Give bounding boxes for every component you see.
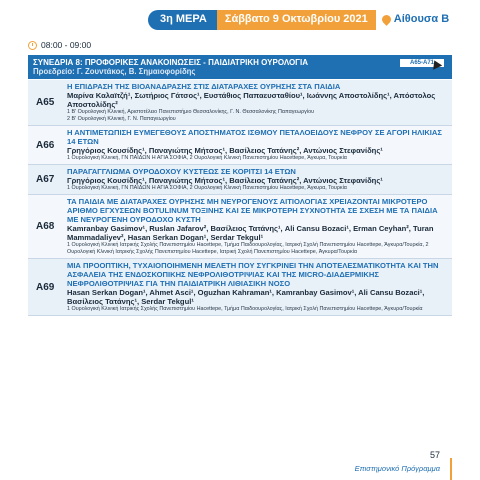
abstract-code: Α66 — [36, 139, 55, 151]
abstract-authors: Hasan Serkan Dogan¹, Ahmet Asci¹, Oguzhan Kahraman¹, Kamranbay Gasimov¹, Ali Cansu Bozaci¹, Βασίλειος Τατάνης¹, Serdar Tekgul¹ — [67, 288, 425, 306]
abstract-authors: Kamranbay Gasimov¹, Ruslan Jafarov², Βασίλειος Τατάνης¹, Ali Cansu Bozaci¹, Erman Ceyhan², Turan Mammadaliyev², Hasan Serkan Dogan¹, Serdar Tekgul¹ — [67, 224, 434, 242]
clock-icon — [28, 41, 37, 50]
day-label: 3η ΜΕΡΑ — [148, 10, 217, 30]
abstract-title: ΤΑ ΠΑΙΔΙΑ ΜΕ ΔΙΑΤΑΡΑΧΕΣ ΟΥΡΗΣΗΣ ΜΗ ΝΕΥΡΟΓΕΝΟΥΣ ΑΙΤΙΟΛΟΓΙΑΣ ΧΡΕΙΑΖΟΝΤΑΙ ΜΙΚΡΟΤΕΡΟ ΑΡΙΘΜΟ ΕΓΧΥΣΕΩΝ BOTULINUM ΤΟΞΙΝΗΣ ΚΑΙ ΣΕ ΜΙΚΡΟΤΕΡΗ ΣΥΧΝΟΤΗΤΑ ΣΕ ΣΧΕΣΗ ΜΕ ΤΑ ΠΑΙΔΙΑ ΜΕ ΝΕΥΡΟΓΕΝΗ ΟΥΡΟΔΟΧΟ ΚΥΣΤΗ — [67, 197, 438, 224]
session-header — [28, 55, 452, 79]
footer-accent-bar — [450, 458, 452, 480]
page-number: 57 — [429, 450, 440, 460]
footer-label: Επιστημονικό Πρόγραμμα — [354, 464, 440, 473]
abstract-authors: Μαρίνα Καλαϊτζή¹, Σωτήριος Γάτσος¹, Ευστάθιος Παπαευσταθίου¹, Ιωάννης Αποστολίδης¹, Απόστολος Αποστολίδης² — [67, 91, 436, 109]
abstract-row — [28, 126, 452, 165]
abstract-authors: Γρηγόριος Κουσίδης¹, Παναγιώτης Μήτσος¹, Βασίλειος Τατάνης², Αντώνιος Στεφανίδης¹ — [67, 146, 383, 155]
abstract-code: Α68 — [36, 221, 55, 232]
session-title: ΣΥΝΕΔΡΙΑ 8: ΠΡΟΦΟΡΙΚΕΣ ΑΝΑΚΟΙΝΩΣΕΙΣ - ΠΑΙΔΙΑΤΡΙΚΗ ΟΥΡΟΛΟΓΙΑ — [33, 58, 308, 67]
abstract-row — [28, 195, 452, 259]
abstract-title: ΠΑΡΑΓΑΓΓΛΙΩΜΑ ΟΥΡΟΔΟΧΟΥ ΚΥΣΤΕΩΣ ΣΕ ΚΟΡΙΤΣΙ 14 ΕΤΩΝ — [67, 167, 296, 176]
abstract-affiliation: 1 Ουρολογική Κλινική Ιατρικής Σχολής Πανεπιστημίου Hacettepe, Τμήμα Παιδοουρολογίας, Ιατρική Σχολή Πανεπιστημίου Hacettepe, Άγκυρα/Τουρκία — [67, 306, 423, 312]
abstract-authors: Γρηγόριος Κουσίδης¹, Παναγιώτης Μήτσος¹, Βασίλειος Τατάνης², Αντώνιος Στεφανίδης¹ — [67, 176, 383, 185]
abstract-range-tag: Α65-Α71 — [400, 59, 444, 67]
abstract-code: Α65 — [36, 97, 55, 108]
abstract-row — [28, 165, 452, 195]
abstract-affiliation: 1 Β' Ουρολογική Κλινική, Αριστοτέλειο Πανεπιστήμιο Θεσσαλονίκης, Γ. Ν. Θεσσαλονίκης Παπαγεωργίου — [67, 109, 315, 115]
time-label: 08:00 - 09:00 — [41, 40, 92, 50]
abstract-title: ΜΙΑ ΠΡΟΟΠΤΙΚΗ, ΤΥΧΑΙΟΠΟΙΗΜΕΝΗ ΜΕΛΕΤΗ ΠΟΥ ΣΥΓΚΡΙΝΕΙ ΤΗΝ ΑΠΟΤΕΛΕΣΜΑΤΙΚΟΤΗΤΑ ΚΑΙ ΤΗΝ ΑΣΦΑΛΕΙΑ ΤΗΣ ΕΝΔΟΣΚΟΠΙΚΗΣ ΝΕΦΡΟΛΙΘΟΤΡΙΨΙΑΣ ΚΑΙ ΤΗΣ MICRO-ΔΙΑΔΕΡΜΙΚΗΣ ΝΕΦΡΟΛΙΘΟΤΡΙΨΙΑΣ ΓΙΑ ΤΗΝ ΠΑΙΔΙΑΤΡΙΚΗ ΛΙΘΙΑΣΙΚΗ ΝΟΣΟ — [67, 261, 439, 288]
header-bar — [148, 10, 480, 30]
session-chairs: Προεδρείο: Γ. Ζουντάκος, Β. Σημαιοφορίδης — [33, 67, 196, 76]
abstract-title: Η ΑΝΤΙΜΕΤΩΠΙΣΗ ΕΥΜΕΓΕΘΟΥΣ ΑΠΟΣΤΗΜΑΤΟΣ ΙΣΘΜΟΥ ΠΕΤΑΛΟΕΙΔΟΥΣ ΝΕΦΡΟΥ ΣΕ ΑΓΟΡΙ ΗΛΙΚΙΑΣ 14 ΕΤΩΝ — [67, 128, 442, 146]
room-label-container — [376, 10, 455, 30]
room-label: Αίθουσα Β — [393, 13, 450, 25]
abstract-code: Α67 — [36, 174, 55, 185]
abstract-list — [28, 80, 452, 316]
abstract-row — [28, 259, 452, 316]
abstract-row — [28, 80, 452, 126]
abstract-affiliation: 2 Β' Ουρολογική Κλινική, Γ. Ν. Παπαγεωργίου — [67, 116, 176, 122]
location-pin-icon — [380, 13, 393, 26]
abstract-affiliation: 1 Ουρολογική Κλινική, ΓΝ ΠΑΙΔΩΝ Η ΑΓΙΑ ΣΟΦΙΑ, 2 Ουρολογική Κλινική Πανεπιστημίου Hacettepe, Άγκυρα, Τουρκία — [67, 185, 347, 191]
abstract-affiliation: 1 Ουρολογική Κλινική, ΓΝ ΠΑΙΔΩΝ Η ΑΓΙΑ ΣΟΦΙΑ, 2 Ουρολογική Κλινική Πανεπιστημίου Hacettepe, Άγκυρα, Τουρκία — [67, 155, 347, 161]
time-slot — [28, 40, 91, 50]
abstract-affiliation: 1 Ουρολογική Κλινική Ιατρικής Σχολής Πανεπιστημίου Hacettepe, Τμήμα Παιδοουρολογίας, Ιατρική Σχολή Πανεπιστημίου Hacettepe, Άγκυρα/Τουρκία, 2 Ουρολογική Κλινική Ιατρικής Σχολής Πανεπιστημίου Hacettepe, Ιατρική Σχολή Πανεπιστημίου Hacettepe, Άγκυρα/Τουρκία — [67, 242, 429, 255]
abstract-title: Η ΕΠΙΔΡΑΣΗ ΤΗΣ ΒΙΟΑΝΑΔΡΑΣΗΣ ΣΤΙΣ ΔΙΑΤΑΡΑΧΕΣ ΟΥΡΗΣΗΣ ΣΤΑ ΠΑΙΔΙΑ — [67, 82, 341, 91]
abstract-code: Α69 — [36, 281, 55, 293]
date-label: Σάββατο 9 Οκτωβρίου 2021 — [217, 10, 376, 30]
page-footer — [355, 450, 440, 473]
